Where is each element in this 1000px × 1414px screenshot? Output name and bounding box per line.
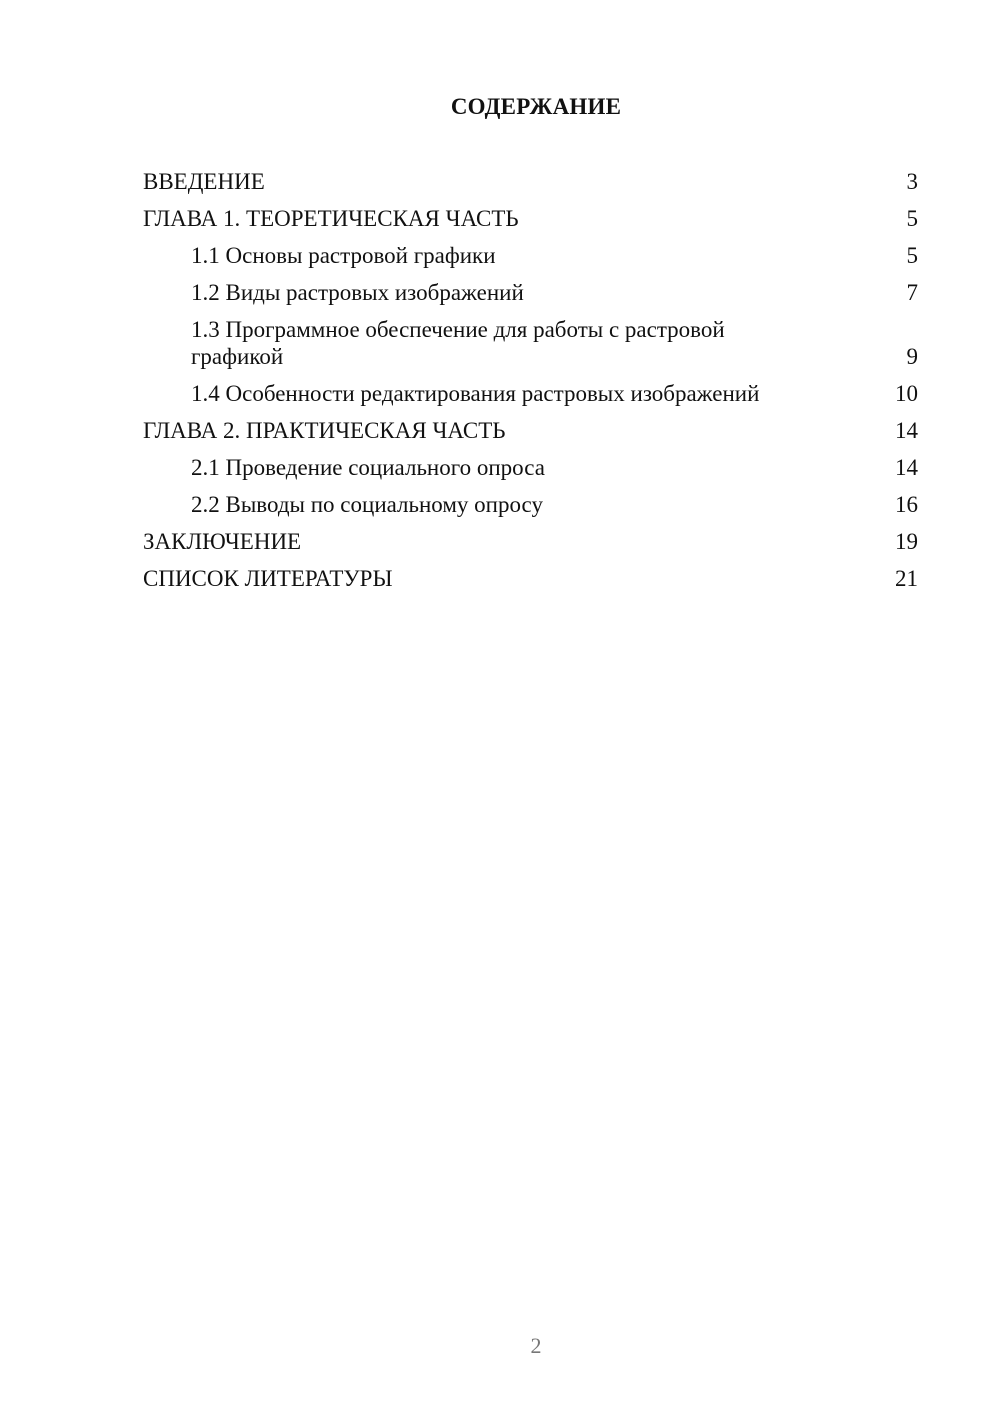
toc-entry-page: 9 — [906, 344, 918, 369]
toc-entry-section-2-2 — [143, 491, 918, 518]
toc-entry-bibliography — [143, 565, 918, 592]
toc-entry-page: 14 — [895, 455, 918, 480]
toc-entry-page: 10 — [895, 381, 918, 406]
toc-entry-label: ГЛАВА 1. ТЕОРЕТИЧЕСКАЯ ЧАСТЬ — [143, 206, 519, 231]
toc-entry-section-1-1 — [143, 242, 918, 269]
toc-entry-label: 1.1 Основы растровой графики — [191, 243, 496, 268]
toc-entry-page: 16 — [895, 492, 918, 517]
page-title: СОДЕРЖАНИЕ — [450, 94, 622, 119]
toc-entry-page: 14 — [895, 418, 918, 443]
toc-entry-conclusion — [143, 528, 918, 555]
toc-entry-label: 1.2 Виды растровых изображений — [191, 280, 524, 305]
toc-entry-introduction — [143, 168, 918, 195]
toc-entry-page: 21 — [895, 566, 918, 591]
toc-entry-page: 3 — [906, 169, 918, 194]
toc-entry-label: ЗАКЛЮЧЕНИЕ — [143, 529, 302, 554]
table-of-contents — [143, 168, 918, 602]
toc-entry-page: 5 — [906, 243, 918, 268]
toc-entry-chapter-1 — [143, 205, 918, 232]
toc-entry-page: 19 — [895, 529, 918, 554]
toc-entry-label: 1.3 Программное обеспечение для работы с растровой графикой — [191, 317, 725, 369]
toc-entry-label: ВВЕДЕНИЕ — [143, 169, 265, 194]
toc-entry-section-1-4 — [143, 380, 918, 407]
page-number: 2 — [530, 1333, 542, 1358]
toc-entry-page: 5 — [906, 206, 918, 231]
toc-entry-label: 2.2 Выводы по социальному опросу — [191, 492, 543, 517]
toc-entry-label: 2.1 Проведение социального опроса — [191, 455, 545, 480]
toc-entry-label: 1.4 Особенности редактирования растровых изображений — [191, 381, 760, 406]
toc-entry-page: 7 — [906, 280, 918, 305]
toc-entry-chapter-2 — [143, 417, 918, 444]
toc-entry-section-1-2 — [143, 279, 918, 306]
toc-entry-label: СПИСОК ЛИТЕРАТУРЫ — [143, 566, 393, 591]
toc-entry-section-2-1 — [143, 454, 918, 481]
toc-entry-label: ГЛАВА 2. ПРАКТИЧЕСКАЯ ЧАСТЬ — [143, 418, 506, 443]
toc-entry-section-1-3 — [143, 316, 918, 370]
